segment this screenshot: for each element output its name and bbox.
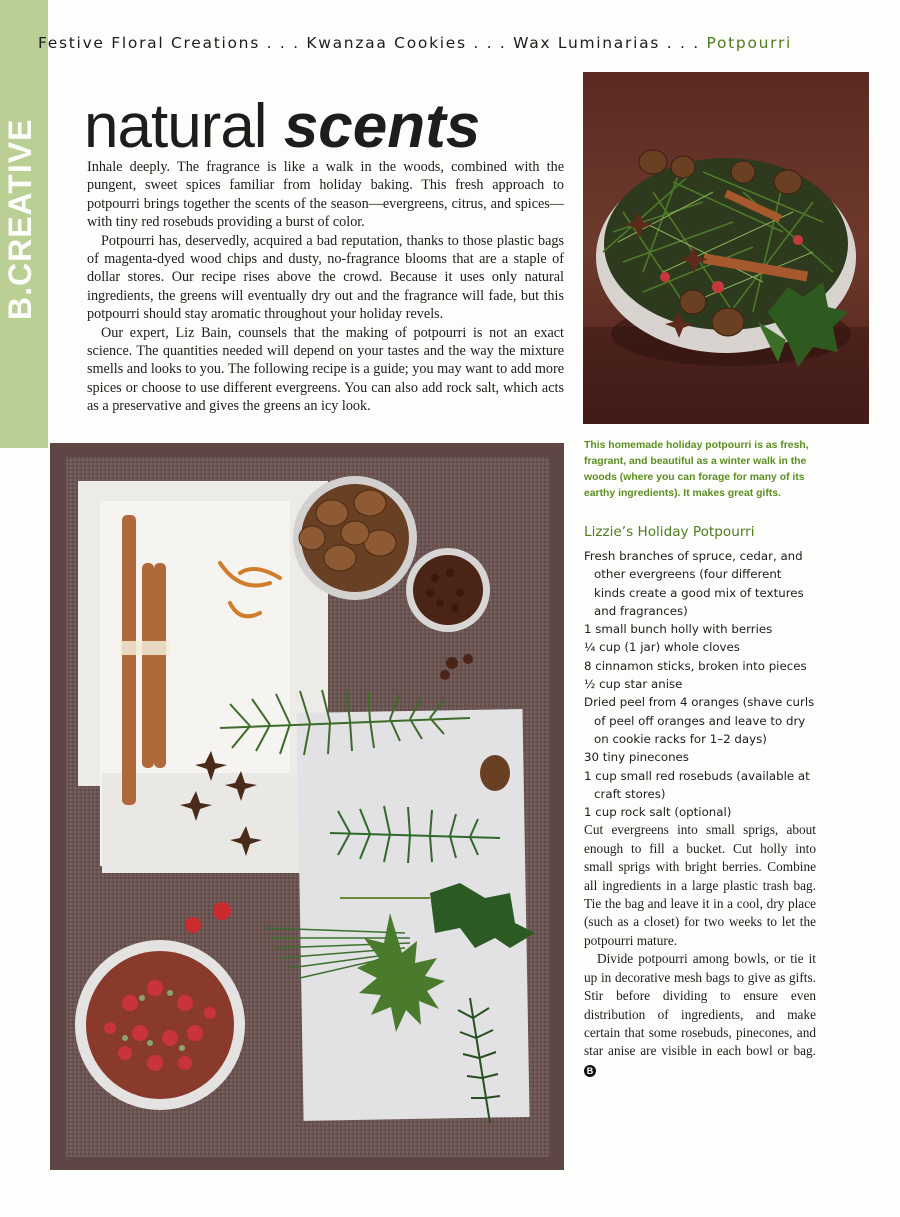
ingredient-item: Fresh branches of spruce, cedar, and other evergreens (four different kinds create a good mix of textures and fragrances) xyxy=(584,549,804,618)
directions-paragraph: Cut evergreens into small sprigs, about enough to fill a bucket. Cut holly into small sprigs with bright berries. Combine all ingredients in a large plastic trash bag. Tie the bag and leave it in a cool, dry place (such as a closet) for two weeks to let the potpourri mature. xyxy=(584,822,816,948)
ingredient-item: ½ cup star anise xyxy=(584,677,683,692)
ingredient-item: Dried peel from 4 oranges (shave curls of peel off oranges and leave to dry on cookie racks for 1–2 days) xyxy=(584,695,815,746)
nav-separator: . . . xyxy=(259,34,307,52)
intro-paragraph: Potpourri has, deservedly, acquired a bad reputation, thanks to those plastic bags of magenta-dyed wood chips and dusty, no-fragrance blooms that are a staple of dollar stores. Our recipe rises above the crowd. Because it uses only natural ingredients, the greens will eventually dry out and the fragrance will fade, but this potpourri should stay aromatic throughout your holiday revels. xyxy=(87,232,564,323)
photo-caption: This homemade holiday potpourri is as fresh, fragrant, and beautiful as a winter walk in the woods (where you can forage for many of its earthy ingredients). It makes great gifts. xyxy=(584,440,809,499)
end-mark-icon: B xyxy=(584,1065,596,1077)
title-light: natural xyxy=(84,92,267,161)
ingredient-item: 1 cup rock salt (optional) xyxy=(584,805,732,820)
nav-separator: . . . xyxy=(660,34,707,52)
intro-paragraph: Our expert, Liz Bain, counsels that the making of potpourri is not an exact science. The quantities needed will depend on your tastes and the way the mixture smells and looks to you. The following recipe is a guide; you may want to add more spices or choose to use different evergreens. You can also add rock salt, which acts as a preservative and gives the greens an icy look. xyxy=(87,324,564,415)
recipe-title: Lizzie’s Holiday Potpourri xyxy=(584,524,755,540)
nav-item-potpourri[interactable]: Potpourri xyxy=(706,34,793,52)
ingredients-tray-photo xyxy=(50,443,564,1170)
ingredient-item: 8 cinnamon sticks, broken into pieces xyxy=(584,658,807,673)
intro-paragraph: Inhale deeply. The fragrance is like a walk in the woods, combined with the pungent, sweet spices familiar from holiday baking. This fresh approach to potpourri brings together the scents of the season—evergreens, citrus, and spices—with tiny red rosebuds providing a burst of color. xyxy=(87,159,564,231)
recipe-directions xyxy=(584,821,816,1079)
nav-separator: . . . xyxy=(466,34,514,52)
nav-item-floral[interactable]: Festive Floral Creations xyxy=(38,34,260,52)
ingredient-item: 1 small bunch holly with berries xyxy=(584,622,773,637)
nav-item-luminarias[interactable]: Wax Luminarias xyxy=(513,34,661,52)
directions-paragraph xyxy=(584,950,816,1079)
section-label: B.CREATIVE xyxy=(2,118,38,320)
ingredient-item: ¼ cup (1 jar) whole cloves xyxy=(584,640,740,655)
nav-item-cookies[interactable]: Kwanzaa Cookies xyxy=(306,34,467,52)
recipe xyxy=(584,522,816,1079)
page-title xyxy=(84,92,480,162)
title-bold: scents xyxy=(283,92,481,161)
top-navigation xyxy=(38,34,868,52)
potpourri-bowl-photo xyxy=(583,72,869,424)
directions-text: Divide potpourri among bowls, or tie it up in decorative mesh bags to give as gifts. Stir before dividing to ensure even distribution of ingredients, and make certain that some rosebuds, pinecones, and star anise are visible in each bowl or bag. xyxy=(584,951,816,1059)
ingredient-item: 1 cup small red rosebuds (available at craft stores) xyxy=(584,768,810,801)
ingredient-list xyxy=(584,547,816,821)
intro-text xyxy=(87,158,564,416)
ingredient-item: 30 tiny pinecones xyxy=(584,750,689,765)
